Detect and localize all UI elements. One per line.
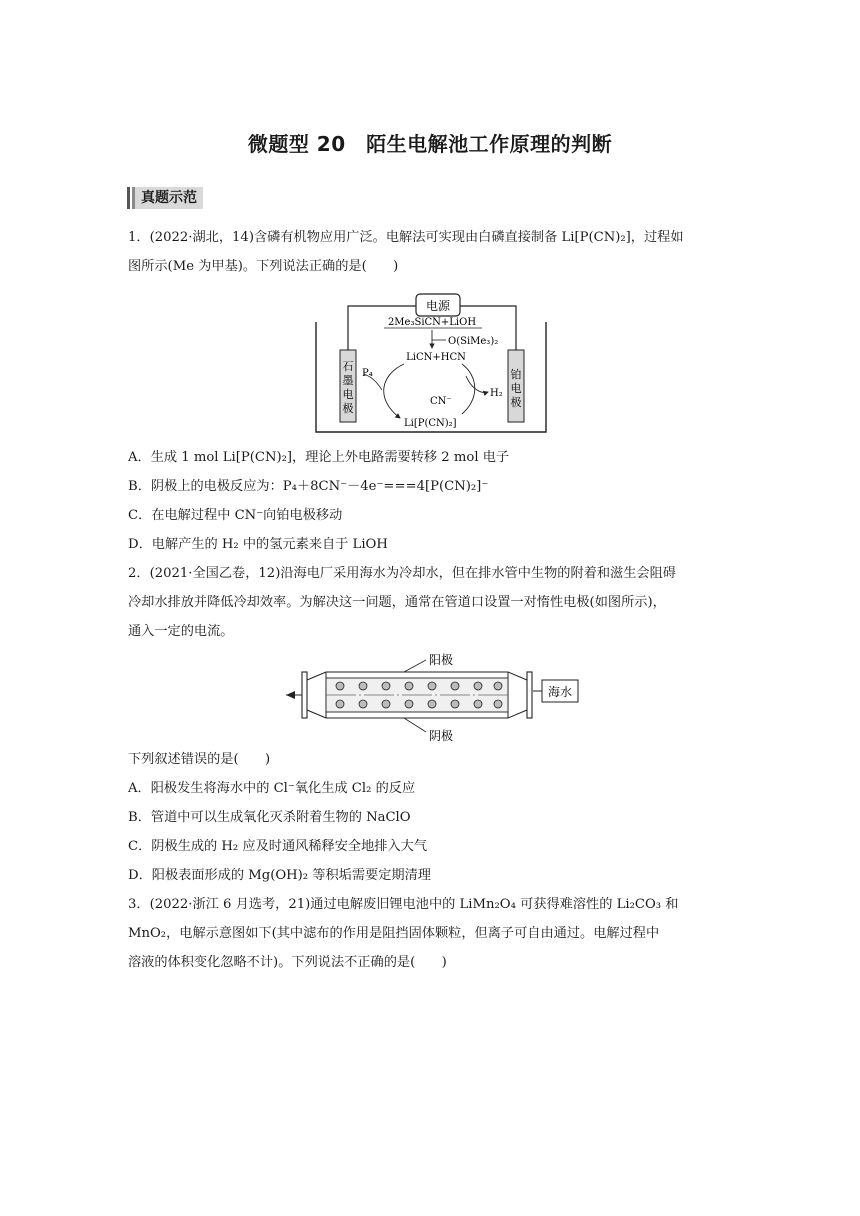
anode-label: 阳极 bbox=[429, 653, 454, 667]
graphite-electrode-label-char: 墨 bbox=[342, 374, 354, 387]
power-source-label: 电源 bbox=[425, 299, 451, 313]
cycle-arrow-right bbox=[462, 364, 475, 414]
seawater-label: 海水 bbox=[547, 685, 573, 699]
h2-arrow bbox=[466, 376, 488, 392]
outflow-arrow bbox=[286, 691, 295, 699]
q1-stem-line-2: 图所示(Me 为甲基)。下列说法正确的是( ) bbox=[128, 259, 399, 274]
section-tag-bar bbox=[127, 187, 130, 209]
cathode-leader bbox=[404, 718, 426, 732]
q1-option-c: C．在电解过程中 CN⁻向铂电极移动 bbox=[128, 508, 343, 523]
intermediate-label: LiCN+HCN bbox=[406, 352, 466, 363]
section-tag-label: 真题示范 bbox=[135, 187, 203, 209]
cn-label: CN⁻ bbox=[430, 396, 452, 407]
page-title: 微题型 20 陌生电解池工作原理的判断 bbox=[247, 132, 613, 156]
q2-option-d: D．阳极表面形成的 Mg(OH)₂ 等积垢需要定期清理 bbox=[128, 868, 431, 883]
product-label: Li[P(CN)₂] bbox=[404, 418, 457, 429]
cycle-arrow-left bbox=[384, 364, 404, 418]
cathode-label: 阴极 bbox=[429, 729, 454, 743]
q2-question: 下列叙述错误的是( ) bbox=[128, 752, 271, 767]
graphite-electrode-label-char: 石 bbox=[342, 360, 354, 373]
q3-stem-line-2: MnO₂，电解示意图如下(其中滤布的作用是阻挡固体颗粒，但离子可自由通过。电解过程中 bbox=[128, 926, 660, 941]
q2-stem-line-2: 冷却水排放并降低冷却效率。为解决这一问题，通常在管道口设置一对惰性电极(如图所示)， bbox=[128, 595, 666, 610]
q1-stem-line-1: 1．(2022·湖北，14)含磷有机物应用广泛。电解法可实现由白磷直接制备 Li[P(CN)₂]，过程如 bbox=[128, 230, 684, 245]
q1-option-b: B．阴极上的电极反应为：P₄＋8CN⁻－4e⁻===4[P(CN)₂]⁻ bbox=[128, 479, 489, 494]
q1-option-a: A．生成 1 mol Li[P(CN)₂]，理论上外电路需要转移 2 mol 电子 bbox=[128, 450, 510, 465]
q2-stem-line-1: 2．(2021·全国乙卷，12)沿海电厂采用海水为冷却水，但在排水管中生物的附着和滋生会阻碍 bbox=[128, 566, 676, 581]
q2-option-a: A．阳极发生将海水中的 Cl⁻氧化生成 Cl₂ 的反应 bbox=[128, 781, 416, 796]
platinum-electrode-label-char: 极 bbox=[510, 396, 522, 409]
reagent-label: 2Me₃SiCN+LiOH bbox=[387, 317, 477, 328]
q2-stem-line-3: 通入一定的电流。 bbox=[128, 624, 234, 639]
section-tag bbox=[127, 186, 203, 210]
platinum-electrode-label-char: 铂 bbox=[510, 368, 522, 381]
q1-option-d: D．电解产生的 H₂ 中的氢元素来自于 LiOH bbox=[128, 537, 388, 552]
q2-option-c: C．阴极生成的 H₂ 应及时通风稀释安全地排入大气 bbox=[128, 839, 428, 854]
q1-electrolysis-figure bbox=[312, 286, 550, 438]
q2-pipe-electrode-figure bbox=[286, 650, 582, 746]
pipe-flange-right bbox=[527, 672, 532, 718]
pipe-flange-left bbox=[302, 672, 307, 718]
q3-stem-line-1: 3．(2022·浙江 6 月选考，21)通过电解废旧锂电池中的 LiMn₂O₄ 可获得难溶性的 Li₂CO₃ 和 bbox=[128, 897, 679, 912]
p4-label: P₄ bbox=[362, 368, 373, 379]
platinum-electrode-label-char: 电 bbox=[510, 382, 522, 395]
h2-label: H₂ bbox=[490, 388, 503, 399]
anode-leader bbox=[404, 660, 426, 672]
q2-option-b: B．管道中可以生成氧化灭杀附着生物的 NaClO bbox=[128, 810, 411, 825]
byproduct-label: O(SiMe₃)₂ bbox=[448, 336, 499, 347]
q3-stem-line-3: 溶液的体积变化忽略不计)。下列说法不正确的是( ) bbox=[128, 955, 447, 970]
graphite-electrode-label-char: 极 bbox=[342, 402, 354, 415]
graphite-electrode-label-char: 电 bbox=[342, 388, 354, 401]
